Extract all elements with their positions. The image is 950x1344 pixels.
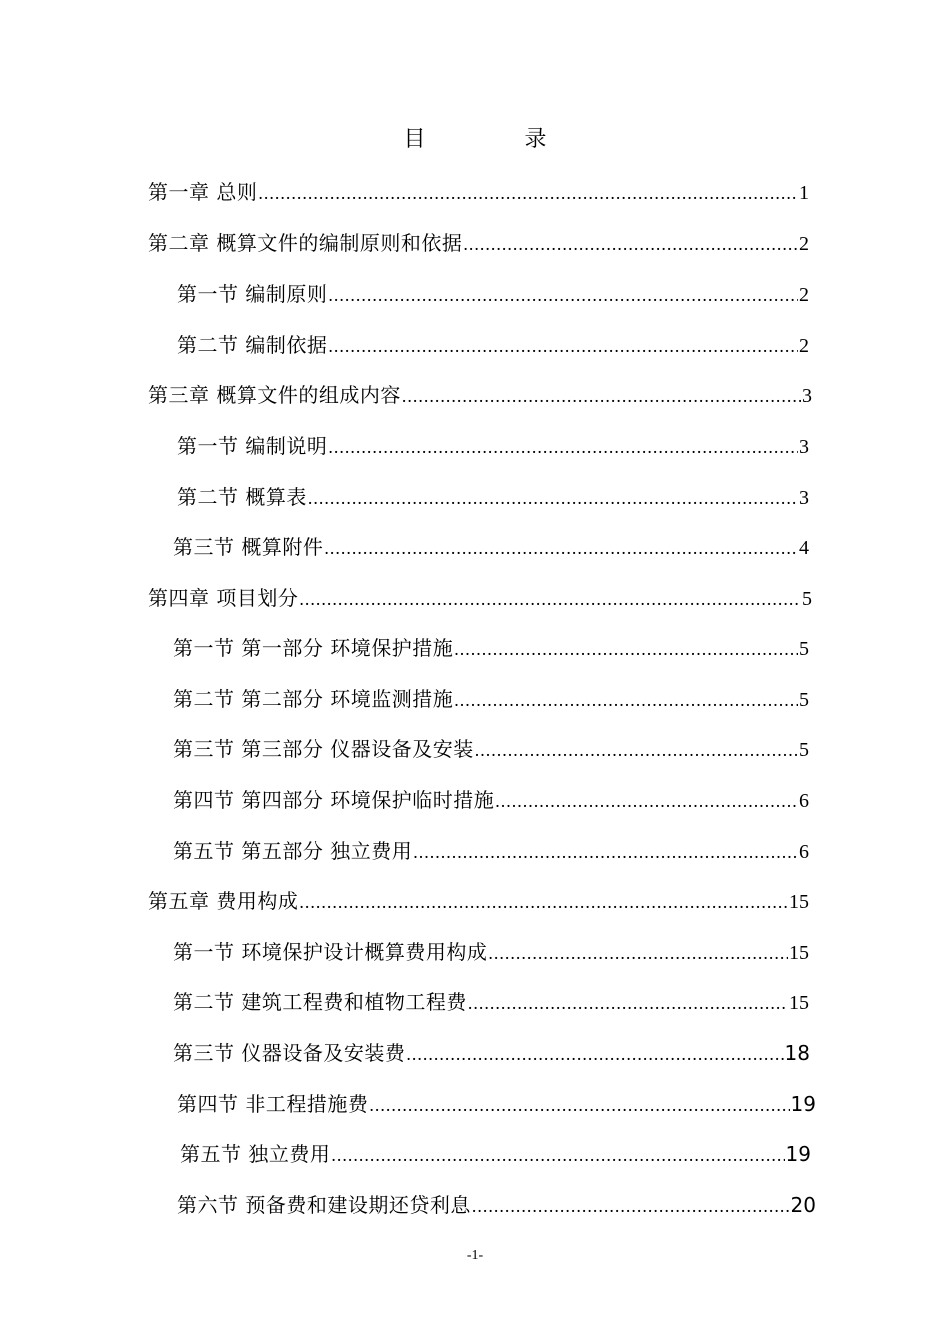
toc-page-number: 2 <box>799 284 809 306</box>
toc-entry-section[interactable] <box>173 784 809 814</box>
dot-leader <box>258 183 798 204</box>
toc-entry-chapter-2[interactable] <box>148 227 809 257</box>
dot-leader <box>299 589 801 610</box>
toc-entry-text: 第一节 编制原则 <box>177 282 328 306</box>
toc-entry-text: 第一章 总则 <box>148 180 258 204</box>
toc-page-number: 19 <box>790 1092 816 1116</box>
toc-page-number: 15 <box>789 891 809 913</box>
toc-entry-section[interactable] <box>173 1037 810 1067</box>
toc-entry-chapter-1[interactable] <box>148 176 809 206</box>
toc-page-number: 2 <box>799 335 809 357</box>
toc-page-number: 20 <box>790 1193 816 1217</box>
toc-page-number: 19 <box>785 1142 811 1166</box>
toc-entry-text: 第五章 费用构成 <box>148 889 299 913</box>
toc-entry-text: 第四节 第四部分 环境保护临时措施 <box>173 788 495 812</box>
page-footer-number: -1- <box>466 1248 484 1263</box>
toc-entry-text: 第五节 第五部分 独立费用 <box>173 839 413 863</box>
toc-page-number: 15 <box>789 992 809 1014</box>
toc-entry-text: 第一节 第一部分 环境保护措施 <box>173 636 454 660</box>
dot-leader <box>463 234 798 255</box>
dot-leader <box>472 1196 790 1217</box>
dot-leader <box>488 943 788 964</box>
toc-entry-chapter-3[interactable] <box>148 379 812 409</box>
toc-entry-text: 第四节 非工程措施费 <box>177 1092 369 1116</box>
toc-entry-section[interactable] <box>173 683 809 713</box>
toc-entry-section[interactable] <box>177 1088 816 1118</box>
toc-entry-text: 第三节 第三部分 仪器设备及安装 <box>173 737 474 761</box>
toc-entry-text: 第一节 编制说明 <box>177 434 328 458</box>
toc-entry-text: 第一节 环境保护设计概算费用构成 <box>173 940 488 964</box>
toc-page-number: 5 <box>799 739 809 761</box>
dot-leader <box>402 386 801 407</box>
dot-leader <box>331 1145 784 1166</box>
dot-leader <box>328 285 798 306</box>
dot-leader <box>308 488 798 509</box>
toc-entry-text: 第四章 项目划分 <box>148 586 299 610</box>
toc-page-number: 5 <box>799 638 809 660</box>
dot-leader <box>406 1044 783 1065</box>
toc-title: 目 录 <box>403 127 593 152</box>
toc-entry-section[interactable] <box>173 733 809 763</box>
toc-page-number: 6 <box>799 790 809 812</box>
toc-entry-text: 第三节 概算附件 <box>173 535 324 559</box>
toc-entry-section[interactable] <box>173 936 809 966</box>
toc-entry-section[interactable] <box>180 1138 811 1168</box>
toc-entry-chapter-4[interactable] <box>148 582 812 612</box>
dot-leader <box>328 336 798 357</box>
toc-page-number: 2 <box>799 233 809 255</box>
toc-entry-section[interactable] <box>177 329 809 359</box>
toc-entry-text: 第六节 预备费和建设期还贷利息 <box>177 1193 471 1217</box>
dot-leader <box>369 1095 789 1116</box>
toc-page-number: 5 <box>802 588 812 610</box>
toc-entry-section[interactable] <box>173 835 809 865</box>
toc-page-number: 4 <box>799 537 809 559</box>
toc-entry-text: 第二节 编制依据 <box>177 333 328 357</box>
toc-entry-section[interactable] <box>177 481 809 511</box>
toc-entry-text: 第三章 概算文件的组成内容 <box>148 383 401 407</box>
toc-entry-section[interactable] <box>173 632 809 662</box>
toc-entry-section[interactable] <box>173 531 809 561</box>
toc-page-number: 3 <box>802 385 812 407</box>
dot-leader <box>328 437 798 458</box>
dot-leader <box>454 639 798 660</box>
dot-leader <box>454 690 798 711</box>
toc-entry-chapter-5[interactable] <box>148 885 809 915</box>
toc-entry-text: 第五节 独立费用 <box>180 1142 331 1166</box>
toc-entry-section[interactable] <box>177 1189 816 1219</box>
toc-page-number: 1 <box>799 182 809 204</box>
toc-page-number: 3 <box>799 436 809 458</box>
dot-leader <box>299 892 788 913</box>
toc-page-number: 15 <box>789 942 809 964</box>
dot-leader <box>468 993 788 1014</box>
toc-entry-section[interactable] <box>173 986 809 1016</box>
dot-leader <box>495 791 798 812</box>
toc-entry-text: 第二节 第二部分 环境监测措施 <box>173 687 454 711</box>
dot-leader <box>475 740 798 761</box>
toc-entry-section[interactable] <box>177 430 809 460</box>
toc-page-number: 6 <box>799 841 809 863</box>
toc-page-number: 18 <box>784 1041 810 1065</box>
dot-leader <box>413 842 798 863</box>
toc-entry-section[interactable] <box>177 278 809 308</box>
dot-leader <box>324 538 798 559</box>
toc-entry-text: 第二节 建筑工程费和植物工程费 <box>173 990 467 1014</box>
toc-entry-text: 第二章 概算文件的编制原则和依据 <box>148 231 463 255</box>
toc-page-number: 5 <box>799 689 809 711</box>
toc-entry-text: 第三节 仪器设备及安装费 <box>173 1041 406 1065</box>
toc-page-number: 3 <box>799 487 809 509</box>
toc-entry-text: 第二节 概算表 <box>177 485 307 509</box>
